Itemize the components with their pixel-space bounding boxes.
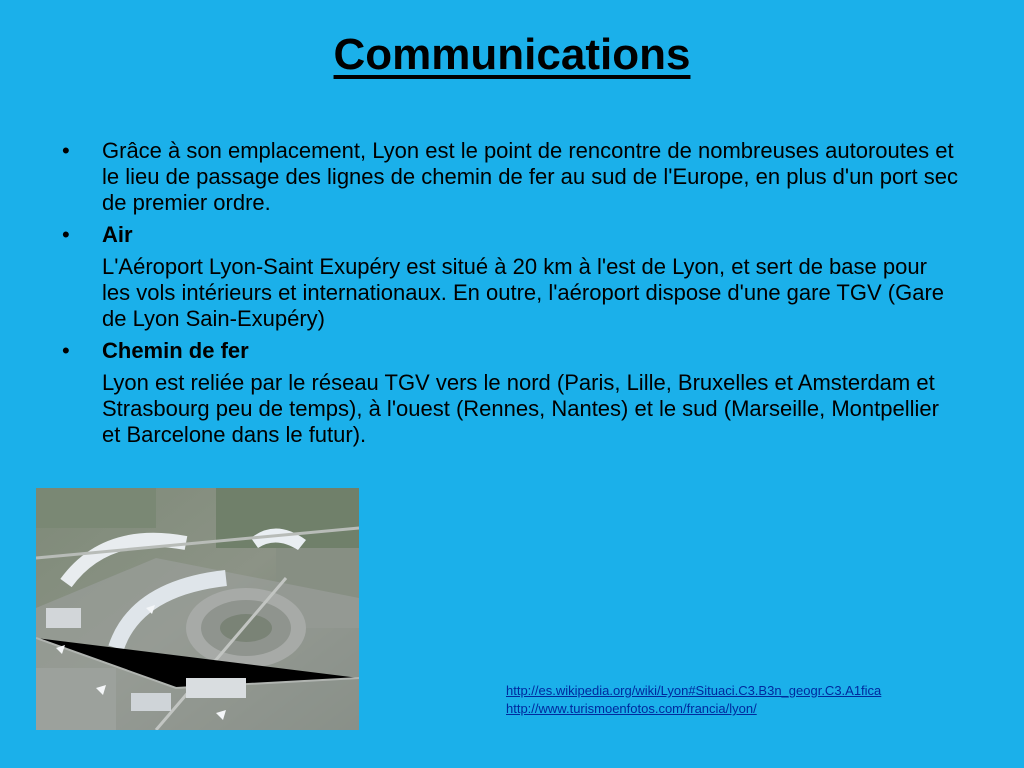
bullet-marker: • bbox=[62, 338, 70, 363]
wikipedia-link[interactable]: http://es.wikipedia.org/wiki/Lyon#Situaci.C3.B3n_geogr.C3.A1fica bbox=[506, 683, 882, 698]
source-links bbox=[506, 682, 881, 718]
turismo-link[interactable]: http://www.turismoenfotos.com/francia/lyon/ bbox=[506, 701, 757, 716]
bullet-marker: • bbox=[62, 138, 70, 163]
bullet-heading: Air bbox=[102, 222, 133, 247]
air-paragraph: L'Aéroport Lyon-Saint Exupéry est situé à 20 km à l'est de Lyon, et sert de base pour les vols intérieurs et internationaux. En outre, l'aéroport dispose d'une gare TGV (Gare de Lyon Sain-Exupéry) bbox=[102, 254, 945, 331]
bullet-air bbox=[58, 222, 958, 248]
slide-title: Communications bbox=[333, 30, 691, 79]
airport-aerial-photo bbox=[36, 488, 359, 730]
bullet-rail bbox=[58, 338, 958, 364]
rail-paragraph: Lyon est reliée par le réseau TGV vers le nord (Paris, Lille, Bruxelles et Amsterdam et Strasbourg peu de temps), à l'ouest (Rennes, Nantes) et le sud (Marseille, Montpellier et Barcelone dans le futur). bbox=[102, 370, 939, 447]
bullet-location bbox=[58, 138, 958, 216]
slide-content bbox=[58, 138, 958, 454]
bullet-text: Grâce à son emplacement, Lyon est le point de rencontre de nombreuses autoroutes et le lieu de passage des lignes de chemin de fer au sud de l'Europe, en plus d'un port sec de premier ordre. bbox=[102, 138, 958, 215]
bullet-marker: • bbox=[62, 222, 70, 247]
bullet-heading: Chemin de fer bbox=[102, 338, 249, 363]
